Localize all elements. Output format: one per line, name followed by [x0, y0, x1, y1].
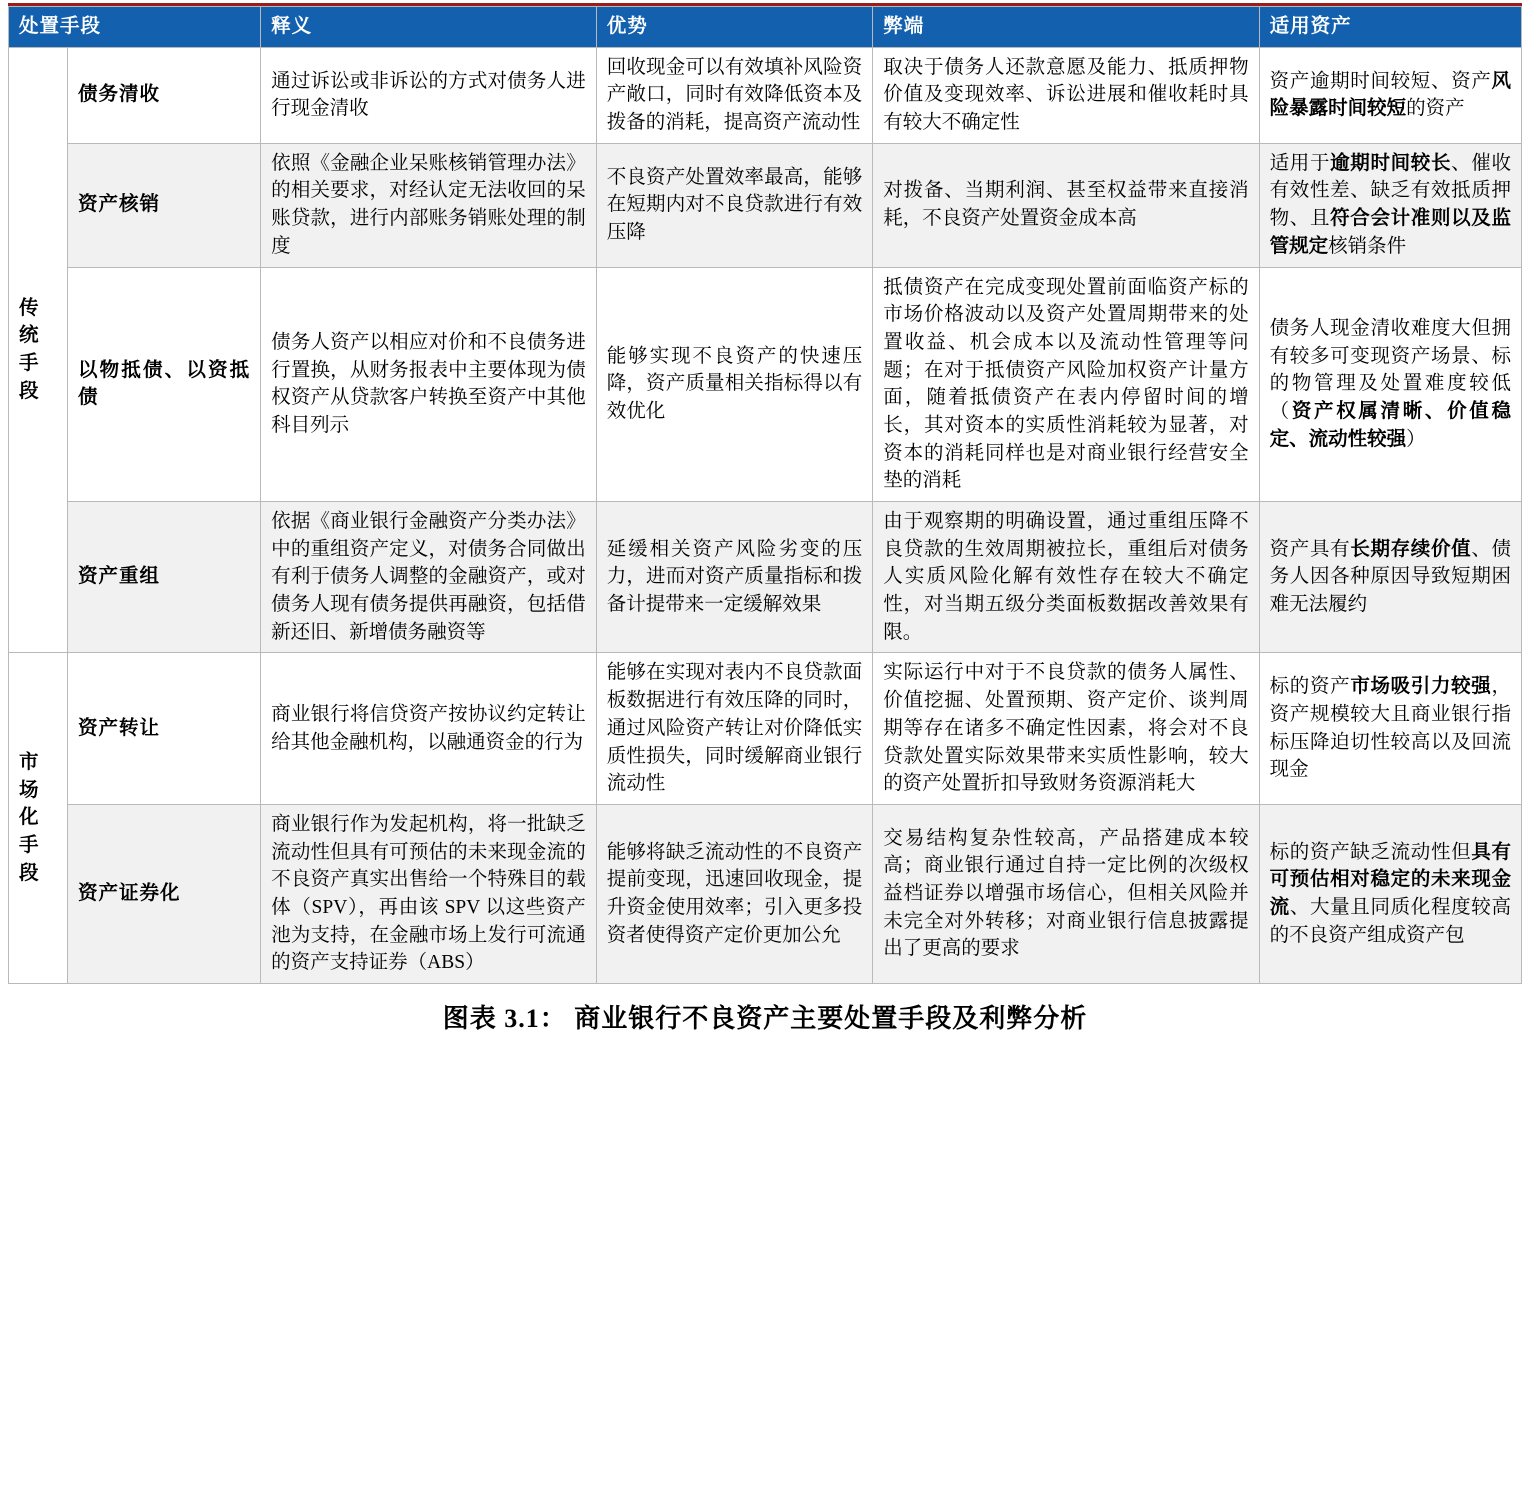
header-definition: 释义 — [261, 7, 597, 48]
method-advantage: 能够实现不良资产的快速压降，资产质量相关指标得以有效优化 — [596, 267, 873, 502]
category-traditional: 传 统 手 段 — [9, 47, 68, 653]
asset-text: 核销条件 — [1328, 235, 1407, 257]
asset-text: 、大量且同质化程度较高的不良资产组成资产包 — [1269, 896, 1511, 946]
method-definition: 商业银行将信贷资产按协议约定转让给其他金融机构，以融通资金的行为 — [261, 653, 597, 804]
header-disadvantage: 弊端 — [873, 7, 1259, 48]
header-asset: 适用资产 — [1259, 7, 1521, 48]
asset-text: 、催收有效性差、缺乏有效抵质押物、且 — [1269, 152, 1511, 230]
method-definition: 通过诉讼或非诉讼的方式对债务人进行现金清收 — [261, 47, 597, 143]
asset-text: 资产逾期时间较短、资产 — [1269, 70, 1492, 92]
asset-text: ，资产规模较大且商业银行指标压降迫切性较高以及回流现金 — [1269, 676, 1511, 781]
asset-text: 资产具有 — [1269, 538, 1351, 560]
asset-text-emphasis: 具有可预估相对稳定的未来现金流 — [1269, 841, 1511, 918]
method-disadvantage: 由于观察期的明确设置，通过重组压降不良贷款的生效周期被拉长，重组后对债务人实质风险化解有效性存在较大不确定性，对当期五级分类面板数据改善效果有限。 — [873, 502, 1259, 653]
method-name: 资产证券化 — [67, 804, 260, 983]
table-row — [9, 502, 1522, 653]
method-name: 债务清收 — [67, 47, 260, 143]
document-page — [0, 3, 1530, 1511]
method-asset — [1259, 653, 1521, 804]
asset-text: 标的资产 — [1269, 676, 1351, 698]
method-disadvantage: 交易结构复杂性较高，产品搭建成本较高；商业银行通过自持一定比例的次级权益档证券以增强市场信心，但相关风险并未完全对外转移；对商业银行信息披露提出了更高的要求 — [873, 804, 1259, 983]
method-name: 以物抵债、以资抵债 — [67, 267, 260, 502]
asset-text-emphasis: 风险暴露时间较短 — [1269, 70, 1511, 120]
asset-text-emphasis: 市场吸引力较强 — [1350, 676, 1492, 698]
table-row — [9, 653, 1522, 804]
asset-text-emphasis: 资产权属清晰、价值稳定、流动性较强 — [1269, 401, 1511, 450]
asset-text: 、债务人因各种原因导致短期困难无法履约 — [1269, 538, 1511, 616]
method-disadvantage: 抵债资产在完成变现处置前面临资产标的市场价格波动以及资产处置周期带来的处置收益、机会成本以及流动性管理等问题；在对于抵债资产风险加权资产计量方面，随着抵债资产在表内停留时间的增长，其对资本的实质性消耗较为显著，对资本的消耗同样也是对商业银行经营安全垫的消耗 — [873, 267, 1259, 502]
table-row — [9, 267, 1522, 502]
table-row — [9, 804, 1522, 983]
method-disadvantage: 取决于债务人还款意愿及能力、抵质押物价值及变现效率、诉讼进展和催收耗时具有较大不确定性 — [873, 47, 1259, 143]
method-asset — [1259, 804, 1521, 983]
header-advantage: 优势 — [596, 7, 873, 48]
asset-text: 债务人现金清收难度大但拥有较多可变现资产场景、标的物管理及处置难度较低（ — [1269, 318, 1511, 423]
category-market: 市 场 化 手 段 — [9, 653, 68, 984]
method-advantage: 不良资产处置效率最高，能够在短期内对不良贷款进行有效压降 — [596, 143, 873, 267]
method-advantage: 延缓相关资产风险劣变的压力，进而对资产质量指标和拨备计提带来一定缓解效果 — [596, 502, 873, 653]
method-asset — [1259, 47, 1521, 143]
asset-text-emphasis: 逾期时间较长 — [1330, 152, 1452, 174]
asset-text: 的资产 — [1406, 98, 1465, 120]
method-definition: 商业银行作为发起机构，将一批缺乏流动性但具有可预估的未来现金流的不良资产真实出售给一个特殊目的载体（SPV），再由该 SPV 以这些资产池为支持，在金融市场上发行可流通的资产支持证券（ABS） — [261, 804, 597, 983]
method-disadvantage: 实际运行中对于不良贷款的债务人属性、价值挖掘、处置预期、资产定价、谈判周期等存在诸多不确定性因素，将会对不良贷款处置实际效果带来实质性影响，较大的资产处置折扣导致财务资源消耗大 — [873, 653, 1259, 804]
disposal-methods-table — [8, 6, 1522, 984]
method-definition: 债务人资产以相应对价和不良债务进行置换，从财务报表中主要体现为债权资产从贷款客户转换至资产中其他科目列示 — [261, 267, 597, 502]
method-definition: 依据《商业银行金融资产分类办法》中的重组资产定义，对债务合同做出有利于债务人调整的金融资产，或对债务人现有债务提供再融资，包括借新还旧、新增债务融资等 — [261, 502, 597, 653]
table-row — [9, 47, 1522, 143]
figure-caption: 图表 3.1： 商业银行不良资产主要处置手段及利弊分析 — [442, 1004, 1088, 1033]
method-advantage: 回收现金可以有效填补风险资产敞口，同时有效降低资本及拨备的消耗，提高资产流动性 — [596, 47, 873, 143]
method-name: 资产核销 — [67, 143, 260, 267]
asset-text-emphasis: 长期存续价值 — [1350, 538, 1472, 560]
method-name: 资产重组 — [67, 502, 260, 653]
method-definition: 依照《金融企业呆账核销管理办法》的相关要求，对经认定无法收回的呆账贷款，进行内部账务销账处理的制度 — [261, 143, 597, 267]
method-asset — [1259, 143, 1521, 267]
asset-text: 适用于 — [1269, 152, 1331, 174]
header-method: 处置手段 — [9, 7, 261, 48]
method-advantage: 能够将缺乏流动性的不良资产提前变现，迅速回收现金，提升资金使用效率；引入更多投资者使得资产定价更加公允 — [596, 804, 873, 983]
method-disadvantage: 对拨备、当期利润、甚至权益带来直接消耗，不良资产处置资金成本高 — [873, 143, 1259, 267]
asset-text: 标的资产缺乏流动性但 — [1269, 841, 1472, 863]
table-header-row — [9, 7, 1522, 48]
table-row — [9, 143, 1522, 267]
asset-text-emphasis: 符合会计准则以及监管规定 — [1269, 208, 1511, 257]
asset-text: ） — [1406, 428, 1426, 450]
method-advantage: 能够在实现对表内不良贷款面板数据进行有效压降的同时，通过风险资产转让对价降低实质性损失，同时缓解商业银行流动性 — [596, 653, 873, 804]
method-asset — [1259, 502, 1521, 653]
method-asset — [1259, 267, 1521, 502]
method-name: 资产转让 — [67, 653, 260, 804]
